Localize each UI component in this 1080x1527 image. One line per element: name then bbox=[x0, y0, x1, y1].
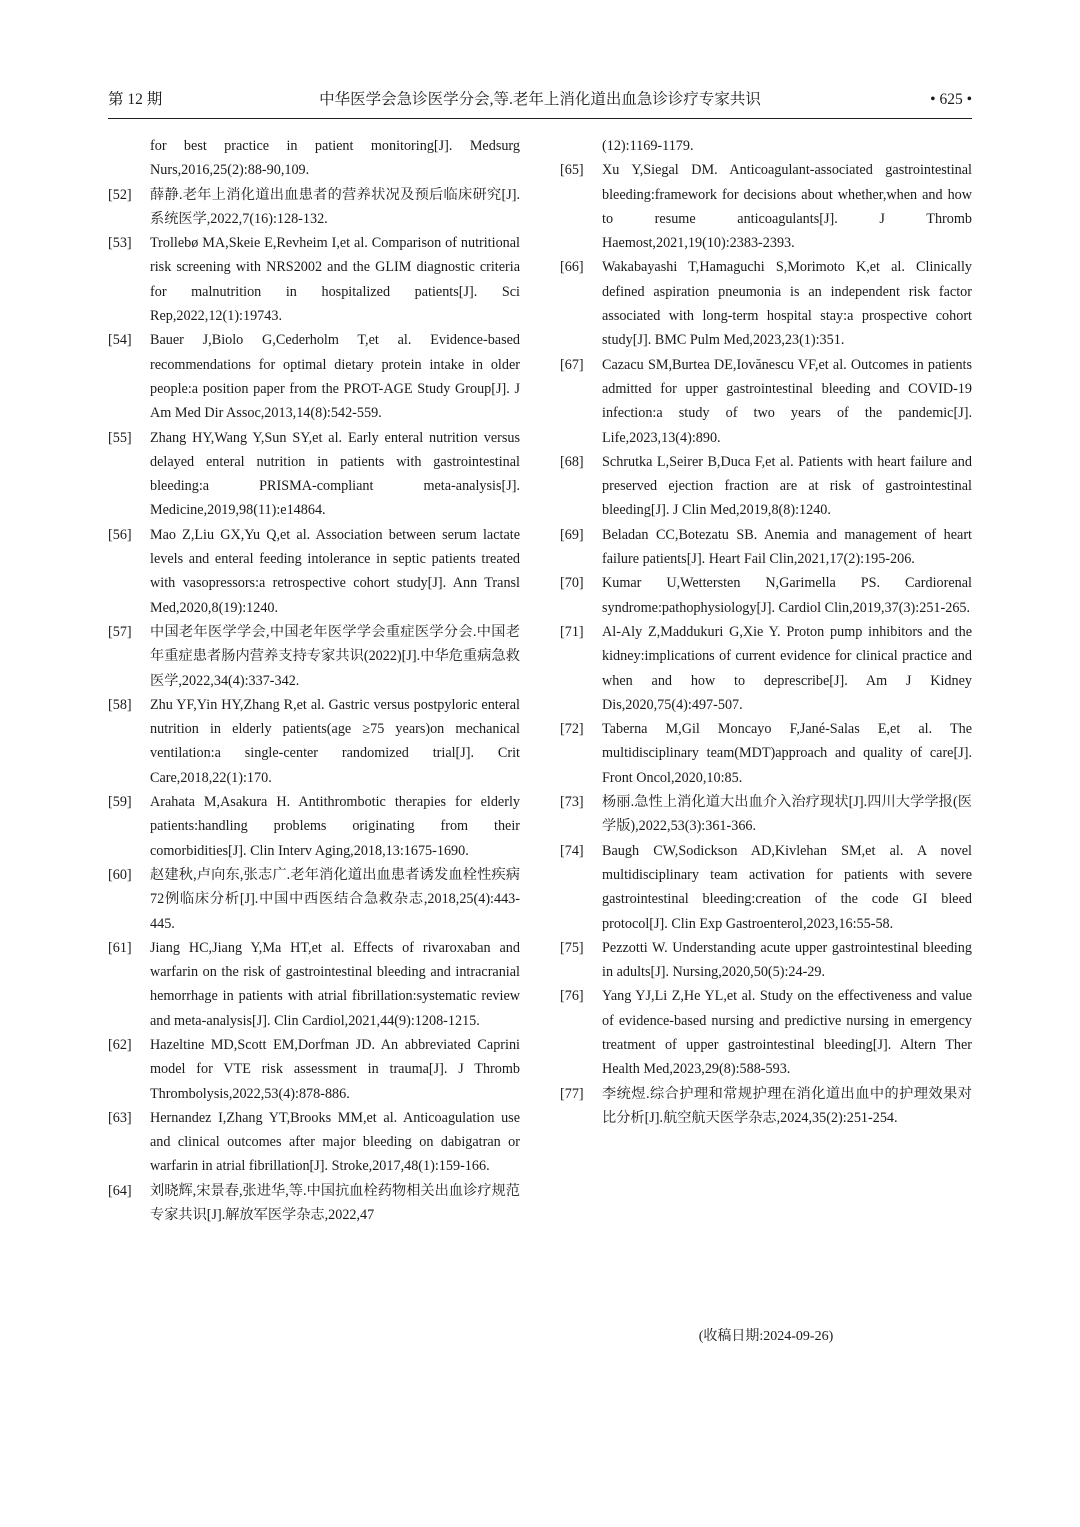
reference-entry bbox=[108, 790, 520, 863]
reference-text: Jiang HC,Jiang Y,Ma HT,et al. Effects of rivaroxaban and warfarin on the risk of gastrointestinal bleeding and intracranial hemorrhage in patients with atrial fibrillation:systematic review and meta-analysis[J]. Clin Cardiol,2021,44(9):1208-1215. bbox=[150, 939, 520, 1029]
reference-number: [58] bbox=[108, 696, 132, 713]
reference-entry bbox=[560, 523, 972, 572]
reference-number: [59] bbox=[108, 794, 132, 811]
reference-number: [53] bbox=[108, 235, 132, 252]
reference-entry bbox=[560, 571, 972, 620]
reference-text: Baugh CW,Sodickson AD,Kivlehan SM,et al. A novel multidisciplinary team activation for patients with severe gastrointestinal bleeding:creation of the code GI bleed protocol[J]. Clin Exp Gastroenterol,2023,16:55-58. bbox=[602, 842, 972, 932]
reference-text: Mao Z,Liu GX,Yu Q,et al. Association between serum lactate levels and enteral feeding intolerance in septic patients treated with vasopressors:a retrospective cohort study[J]. Ann Transl Med,2020,8(19):1240. bbox=[150, 526, 520, 616]
reference-entry bbox=[560, 839, 972, 936]
received-date: (收稿日期:2024-09-26) bbox=[698, 1329, 834, 1344]
reference-text: Yang YJ,Li Z,He YL,et al. Study on the effectiveness and value of evidence-based nursing and predictive nursing in emergency treatment of upper gastrointestinal bleeding[J]. Altern Ther Health Med,2023,29(8):588-593. bbox=[602, 988, 972, 1078]
reference-entry bbox=[108, 523, 520, 620]
reference-text: Pezzotti W. Understanding acute upper gastrointestinal bleeding in adults[J]. Nursing,2020,50(5):24-29. bbox=[602, 939, 972, 981]
header-rule bbox=[108, 118, 972, 119]
reference-number: [66] bbox=[560, 259, 584, 276]
reference-text: Xu Y,Siegal DM. Anticoagulant-associated gastrointestinal bleeding:framework for decisions about whether,when and how to resume anticoagulants[J]. J Thromb Haemost,2021,19(10):2383-2393. bbox=[602, 162, 972, 252]
reference-entry bbox=[108, 1033, 520, 1106]
reference-number: [63] bbox=[108, 1109, 132, 1126]
reference-text: Al-Aly Z,Maddukuri G,Xie Y. Proton pump inhibitors and the kidney:implications of current evidence for clinical practice and when and how to deprescribe[J]. Am J Kidney Dis,2020,75(4):497-507. bbox=[602, 623, 972, 713]
reference-text: 薛静.老年上消化道出血患者的营养状况及预后临床研究[J].系统医学,2022,7(16):128-132. bbox=[150, 186, 520, 227]
reference-number: [52] bbox=[108, 186, 132, 203]
reference-text: Wakabayashi T,Hamaguchi S,Morimoto K,et al. Clinically defined aspiration pneumonia is an independent risk factor associated with long-term hospital stay:a prospective cohort study[J]. BMC Pulm Med,2023,23(1):351. bbox=[602, 259, 972, 349]
left-column bbox=[108, 134, 520, 1227]
reference-number: [74] bbox=[560, 842, 584, 859]
running-title: 中华医学会急诊医学分会,等.老年上消化道出血急诊诊疗专家共识 bbox=[319, 91, 761, 108]
reference-number: [64] bbox=[108, 1182, 132, 1199]
continued-reference: (12):1169-1179. bbox=[602, 138, 694, 154]
reference-number: [57] bbox=[108, 623, 132, 640]
reference-text: 赵建秋,卢向东,张志广.老年消化道出血患者诱发血栓性疾病72例临床分析[J].中国中西医结合急救杂志,2018,25(4):443-445. bbox=[150, 866, 520, 932]
reference-number: [60] bbox=[108, 866, 132, 883]
reference-number: [55] bbox=[108, 429, 132, 446]
reference-entry bbox=[560, 790, 972, 839]
reference-text: Schrutka L,Seirer B,Duca F,et al. Patients with heart failure and preserved ejection fraction are at risk of gastrointestinal bleeding[J]. J Clin Med,2019,8(8):1240. bbox=[602, 453, 972, 519]
reference-entry bbox=[560, 717, 972, 790]
reference-entry bbox=[108, 328, 520, 425]
reference-entry bbox=[108, 936, 520, 1033]
reference-number: [54] bbox=[108, 332, 132, 349]
reference-text: 杨丽.急性上消化道大出血介入治疗现状[J].四川大学学报(医学版),2022,53(3):361-366. bbox=[602, 794, 972, 835]
reference-entry bbox=[108, 183, 520, 232]
reference-entry bbox=[560, 984, 972, 1081]
reference-entry bbox=[108, 426, 520, 523]
reference-number: [72] bbox=[560, 721, 584, 738]
continued-reference: for best practice in patient monitoring[J]. Medsurg Nurs,2016,25(2):88-90,109. bbox=[150, 138, 520, 179]
reference-number: [61] bbox=[108, 939, 132, 956]
reference-text: 刘晓辉,宋景春,张进华,等.中国抗血栓药物相关出血诊疗规范专家共识[J].解放军医学杂志,2022,47 bbox=[150, 1182, 520, 1224]
reference-text: Taberna M,Gil Moncayo F,Jané-Salas E,et al. The multidisciplinary team(MDT)approach and quality of care[J]. Front Oncol,2020,10:85. bbox=[602, 721, 972, 786]
reference-list-right bbox=[560, 158, 972, 1130]
reference-entry bbox=[108, 1106, 520, 1179]
running-header bbox=[108, 84, 972, 118]
page-number: • 625 • bbox=[930, 91, 972, 108]
reference-number: [68] bbox=[560, 453, 584, 470]
reference-number: [76] bbox=[560, 988, 584, 1005]
reference-text: 中国老年医学学会,中国老年医学学会重症医学分会.中国老年重症患者肠内营养支持专家共识(2022)[J].中华危重病急救医学,2022,34(4):337-342. bbox=[150, 623, 520, 689]
reference-number: [70] bbox=[560, 575, 584, 592]
issue-number: 第 12 期 bbox=[108, 91, 163, 108]
reference-text: Hazeltine MD,Scott EM,Dorfman JD. An abbreviated Caprini model for VTE risk assessment in trauma[J]. J Thromb Thrombolysis,2022,53(4):878-886. bbox=[150, 1036, 520, 1102]
reference-text: 李统煜.综合护理和常规护理在消化道出血中的护理效果对比分析[J].航空航天医学杂志,2024,35(2):251-254. bbox=[602, 1085, 972, 1126]
reference-number: [71] bbox=[560, 623, 584, 640]
reference-number: [73] bbox=[560, 794, 584, 811]
reference-text: Arahata M,Asakura H. Antithrombotic therapies for elderly patients:handling problems originating from their comorbidities[J]. Clin Interv Aging,2018,13:1675-1690. bbox=[150, 794, 520, 859]
reference-entry bbox=[108, 693, 520, 790]
reference-number: [56] bbox=[108, 526, 132, 543]
reference-text: Bauer J,Biolo G,Cederholm T,et al. Evidence-based recommendations for optimal dietary protein intake in older people:a position paper from the PROT-AGE Study Group[J]. J Am Med Dir Assoc,2013,14(8):542-559. bbox=[150, 332, 520, 422]
reference-number: [67] bbox=[560, 356, 584, 373]
reference-entry bbox=[108, 620, 520, 693]
reference-entry bbox=[560, 450, 972, 523]
reference-text: Zhu YF,Yin HY,Zhang R,et al. Gastric versus postpyloric enteral nutrition in elderly patients(age ≥75 years)on mechanical ventilation:a single-center randomized trial[J]. Crit Care,2018,22(1):170. bbox=[150, 696, 520, 786]
reference-list-left bbox=[108, 183, 520, 1228]
right-column bbox=[560, 134, 972, 1130]
reference-text: Beladan CC,Botezatu SB. Anemia and management of heart failure patients[J]. Heart Fail Clin,2021,17(2):195-206. bbox=[602, 526, 972, 568]
reference-entry bbox=[108, 231, 520, 328]
reference-entry bbox=[560, 255, 972, 352]
reference-number: [77] bbox=[560, 1085, 584, 1102]
reference-entry bbox=[560, 936, 972, 985]
reference-entry bbox=[108, 863, 520, 936]
reference-entry bbox=[560, 1082, 972, 1131]
reference-text: Kumar U,Wettersten N,Garimella PS. Cardiorenal syndrome:pathophysiology[J]. Cardiol Clin,2019,37(3):251-265. bbox=[602, 575, 972, 616]
reference-number: [65] bbox=[560, 162, 584, 179]
reference-entry bbox=[108, 1179, 520, 1228]
reference-entry bbox=[560, 353, 972, 450]
reference-number: [62] bbox=[108, 1036, 132, 1053]
reference-entry bbox=[560, 158, 972, 255]
reference-text: Hernandez I,Zhang YT,Brooks MM,et al. Anticoagulation use and clinical outcomes after major bleeding on dabigatran or warfarin in atrial fibrillation[J]. Stroke,2017,48(1):159-166. bbox=[150, 1109, 520, 1175]
reference-entry bbox=[560, 620, 972, 717]
reference-text: Cazacu SM,Burtea DE,Iovănescu VF,et al. Outcomes in patients admitted for upper gastrointestinal bleeding and COVID-19 infection:a study of two years of the pandemic[J]. Life,2023,13(4):890. bbox=[602, 356, 972, 446]
reference-text: Zhang HY,Wang Y,Sun SY,et al. Early enteral nutrition versus delayed enteral nutrition in patients with gastrointestinal bleeding:a PRISMA-compliant meta-analysis[J]. Medicine,2019,98(11):e14864. bbox=[150, 429, 520, 519]
reference-number: [75] bbox=[560, 939, 584, 956]
reference-number: [69] bbox=[560, 526, 584, 543]
reference-text: Trollebø MA,Skeie E,Revheim I,et al. Comparison of nutritional risk screening with NRS2002 and the GLIM diagnostic criteria for malnutrition in hospitalized patients[J]. Sci Rep,2022,12(1):19743. bbox=[150, 235, 520, 325]
